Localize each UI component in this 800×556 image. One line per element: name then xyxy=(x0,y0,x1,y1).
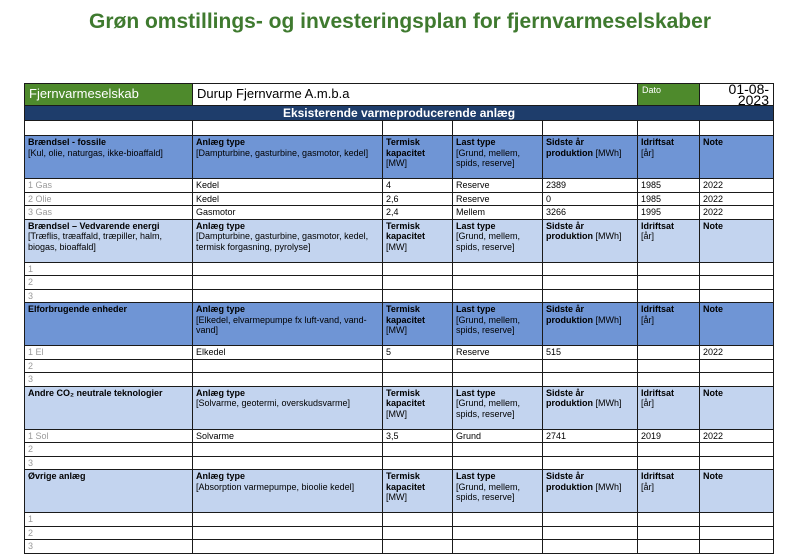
cell-note[interactable] xyxy=(700,289,774,303)
col-sidste: Sidste år produktion [MWh] xyxy=(543,470,638,513)
cell-produktion[interactable] xyxy=(543,262,638,276)
table-row xyxy=(25,346,774,360)
section-title-cell xyxy=(25,219,193,262)
cell-idriftsat[interactable]: 1985 xyxy=(638,179,700,193)
company-value[interactable]: Durup Fjernvarme A.m.b.a xyxy=(193,84,638,106)
row-number: 1 xyxy=(25,513,193,527)
date-label: Dato xyxy=(638,84,700,106)
section-header-row xyxy=(25,386,774,429)
section-title-cell xyxy=(25,386,193,429)
cell-kapacitet[interactable]: 5 xyxy=(383,346,453,360)
table-row xyxy=(25,206,774,220)
cell-produktion[interactable] xyxy=(543,513,638,527)
cell-idriftsat[interactable] xyxy=(638,526,700,540)
anlaeg-sub: [Absorption varmepumpe, bioolie kedel] xyxy=(196,481,355,492)
cell-note[interactable]: 2022 xyxy=(700,346,774,360)
cell-produktion[interactable]: 3266 xyxy=(543,206,638,220)
col-idrift: Idriftsat [år] xyxy=(638,386,700,429)
col-last: Last type [Grund, mellem, spids, reserve] xyxy=(453,386,543,429)
cell-note[interactable] xyxy=(700,513,774,527)
cell-note[interactable] xyxy=(700,443,774,457)
cell-last[interactable] xyxy=(453,526,543,540)
cell-anlaeg[interactable] xyxy=(193,540,383,554)
section-title: Øvrige anlæg xyxy=(28,471,86,481)
cell-anlaeg[interactable] xyxy=(193,276,383,290)
cell-kapacitet[interactable] xyxy=(383,373,453,387)
cell-note[interactable] xyxy=(700,540,774,554)
cell-kapacitet[interactable] xyxy=(383,262,453,276)
anlaeg-sub: [Solvarme, geotermi, overskudsvarme] xyxy=(196,398,351,408)
row-number: 2 xyxy=(25,526,193,540)
table-row xyxy=(25,540,774,554)
cell-anlaeg[interactable] xyxy=(193,289,383,303)
cell-kapacitet[interactable]: 2,6 xyxy=(383,192,453,206)
col-idrift: Idriftsat [år] xyxy=(638,303,700,346)
cell-produktion[interactable] xyxy=(543,359,638,373)
row-number: 3 xyxy=(25,456,193,470)
cell-idriftsat[interactable] xyxy=(638,276,700,290)
cell-last[interactable] xyxy=(453,513,543,527)
col-sidste: Sidste år produktion [MWh] xyxy=(543,386,638,429)
cell-idriftsat[interactable] xyxy=(638,540,700,554)
table-row xyxy=(25,429,774,443)
cell-last[interactable] xyxy=(453,262,543,276)
cell-produktion[interactable]: 2389 xyxy=(543,179,638,193)
row-number: 1 xyxy=(25,262,193,276)
row-number: 3 xyxy=(25,373,193,387)
cell-last[interactable]: Grund xyxy=(453,429,543,443)
cell-last[interactable] xyxy=(453,456,543,470)
cell-kapacitet[interactable] xyxy=(383,289,453,303)
col-termisk: Termisk kapacitet [MW] xyxy=(383,386,453,429)
row-number: 1 El xyxy=(25,346,193,360)
col-note: Note xyxy=(700,136,774,179)
cell-note[interactable] xyxy=(700,276,774,290)
col-note: Note xyxy=(700,470,774,513)
cell-anlaeg[interactable]: Kedel xyxy=(193,179,383,193)
cell-anlaeg[interactable]: Elkedel xyxy=(193,346,383,360)
header-row xyxy=(25,84,774,106)
cell-idriftsat[interactable] xyxy=(638,359,700,373)
table-row xyxy=(25,456,774,470)
cell-produktion[interactable] xyxy=(543,456,638,470)
table-row xyxy=(25,262,774,276)
section-header-row xyxy=(25,219,774,262)
table-row xyxy=(25,359,774,373)
cell-kapacitet[interactable] xyxy=(383,443,453,457)
section-title: Brændsel - fossile xyxy=(28,137,107,147)
cell-kapacitet[interactable] xyxy=(383,456,453,470)
section-title: Elforbrugende enheder xyxy=(28,304,128,314)
col-anlaeg: Anlæg type [Dampturbine, gasturbine, gasmotor, kedel] xyxy=(193,136,383,179)
plant-table xyxy=(24,83,774,554)
cell-anlaeg[interactable] xyxy=(193,359,383,373)
col-anlaeg: Anlæg type [Solvarme, geotermi, overskudsvarme] xyxy=(193,386,383,429)
anlaeg-sub: [Dampturbine, gasturbine, gasmotor, kedel, termisk forgasning, pyrolyse] xyxy=(196,231,369,252)
cell-kapacitet[interactable]: 2,4 xyxy=(383,206,453,220)
cell-idriftsat[interactable]: 1995 xyxy=(638,206,700,220)
cell-anlaeg[interactable] xyxy=(193,373,383,387)
row-number: 2 xyxy=(25,276,193,290)
cell-last[interactable] xyxy=(453,443,543,457)
cell-kapacitet[interactable]: 3,5 xyxy=(383,429,453,443)
cell-anlaeg[interactable] xyxy=(193,456,383,470)
section-title-cell xyxy=(25,470,193,513)
section-title: Brændsel – Vedvarende energi xyxy=(28,220,160,231)
cell-idriftsat[interactable] xyxy=(638,346,700,360)
cell-anlaeg[interactable] xyxy=(193,262,383,276)
cell-produktion[interactable] xyxy=(543,526,638,540)
col-sidste: Sidste år produktion [MWh] xyxy=(543,136,638,179)
cell-last[interactable]: Mellem xyxy=(453,206,543,220)
col-idrift: Idriftsat [år] xyxy=(638,219,700,262)
cell-produktion[interactable] xyxy=(543,289,638,303)
row-number: 3 Gas xyxy=(25,206,193,220)
cell-note[interactable] xyxy=(700,359,774,373)
table-row xyxy=(25,443,774,457)
col-sidste: Sidste år produktion [MWh] xyxy=(543,303,638,346)
cell-note[interactable] xyxy=(700,526,774,540)
cell-last[interactable] xyxy=(453,373,543,387)
cell-idriftsat[interactable]: 1985 xyxy=(638,192,700,206)
cell-produktion[interactable] xyxy=(543,276,638,290)
cell-note[interactable]: 2022 xyxy=(700,192,774,206)
cell-idriftsat[interactable] xyxy=(638,373,700,387)
table-row xyxy=(25,373,774,387)
cell-kapacitet[interactable] xyxy=(383,540,453,554)
cell-note[interactable]: 2022 xyxy=(700,206,774,220)
table-row xyxy=(25,179,774,193)
col-termisk: Termisk kapacitet [MW] xyxy=(383,470,453,513)
col-idrift: Idriftsat [år] xyxy=(638,136,700,179)
cell-last[interactable]: Reserve xyxy=(453,179,543,193)
cell-anlaeg[interactable]: Kedel xyxy=(193,192,383,206)
anlaeg-sub: [Elkedel, elvarmepumpe fx luft-vand, vand-vand] xyxy=(196,314,367,335)
col-termisk: Termisk kapacitet [MW] xyxy=(383,136,453,179)
anlaeg-sub: [Dampturbine, gasturbine, gasmotor, kedel] xyxy=(196,147,369,158)
col-note: Note xyxy=(700,386,774,429)
cell-produktion[interactable]: 0 xyxy=(543,192,638,206)
cell-last[interactable] xyxy=(453,289,543,303)
band-title: Eksisterende varmeproducerende anlæg xyxy=(25,106,774,121)
cell-anlaeg[interactable]: Solvarme xyxy=(193,429,383,443)
col-termisk: Termisk kapacitet [MW] xyxy=(383,219,453,262)
blank-row xyxy=(25,121,774,136)
cell-anlaeg[interactable] xyxy=(193,526,383,540)
cell-last[interactable] xyxy=(453,276,543,290)
cell-note[interactable]: 2022 xyxy=(700,179,774,193)
cell-anlaeg[interactable] xyxy=(193,443,383,457)
cell-note[interactable] xyxy=(700,262,774,276)
col-anlaeg: Anlæg type [Absorption varmepumpe, bioolie kedel] xyxy=(193,470,383,513)
cell-produktion[interactable] xyxy=(543,443,638,457)
col-termisk: Termisk kapacitet [MW] xyxy=(383,303,453,346)
cell-idriftsat[interactable] xyxy=(638,262,700,276)
cell-produktion[interactable] xyxy=(543,373,638,387)
section-title-cell xyxy=(25,303,193,346)
cell-idriftsat[interactable] xyxy=(638,456,700,470)
row-number: 1 Gas xyxy=(25,179,193,193)
col-note: Note xyxy=(700,219,774,262)
cell-idriftsat[interactable] xyxy=(638,289,700,303)
cell-last[interactable] xyxy=(453,359,543,373)
table-row xyxy=(25,289,774,303)
cell-produktion[interactable] xyxy=(543,540,638,554)
cell-last[interactable] xyxy=(453,540,543,554)
cell-kapacitet[interactable] xyxy=(383,513,453,527)
section-band xyxy=(25,106,774,121)
cell-idriftsat[interactable] xyxy=(638,513,700,527)
row-number: 2 xyxy=(25,359,193,373)
cell-kapacitet[interactable] xyxy=(383,276,453,290)
cell-idriftsat[interactable] xyxy=(638,443,700,457)
col-note: Note xyxy=(700,303,774,346)
col-idrift: Idriftsat [år] xyxy=(638,470,700,513)
table-row xyxy=(25,513,774,527)
cell-produktion[interactable]: 2741 xyxy=(543,429,638,443)
cell-note[interactable] xyxy=(700,373,774,387)
row-number: 2 xyxy=(25,443,193,457)
company-label: Fjernvarmeselskab xyxy=(25,84,193,106)
cell-anlaeg[interactable]: Gasmotor xyxy=(193,206,383,220)
col-last: Last type [Grund, mellem, spids, reserve] xyxy=(453,219,543,262)
row-number: 1 Sol xyxy=(25,429,193,443)
cell-last[interactable]: Reserve xyxy=(453,346,543,360)
date-value[interactable]: 01-08-2023 xyxy=(700,84,774,106)
section-header-row xyxy=(25,470,774,513)
col-anlaeg: Anlæg type [Dampturbine, gasturbine, gasmotor, kedel, termisk forgasning, pyrolyse] xyxy=(193,219,383,262)
cell-kapacitet[interactable] xyxy=(383,526,453,540)
table-row xyxy=(25,276,774,290)
col-last: Last type [Grund, mellem, spids, reserve] xyxy=(453,303,543,346)
cell-kapacitet[interactable] xyxy=(383,359,453,373)
section-header-row xyxy=(25,136,774,179)
cell-idriftsat[interactable]: 2019 xyxy=(638,429,700,443)
col-last: Last type [Grund, mellem, spids, reserve] xyxy=(453,470,543,513)
col-anlaeg: Anlæg type [Elkedel, elvarmepumpe fx luft-vand, vand-vand] xyxy=(193,303,383,346)
section-subtitle: [Træflis, træaffald, træpiller, halm, biogas, bioaffald] xyxy=(28,231,163,252)
section-title-cell xyxy=(25,136,193,179)
page-title: Grøn omstillings- og investeringsplan for fjernvarmeselskaber xyxy=(88,10,711,33)
section-subtitle: [Kul, olie, naturgas, ikke-bioaffald] xyxy=(28,147,163,158)
table-row xyxy=(25,526,774,540)
cell-kapacitet[interactable]: 4 xyxy=(383,179,453,193)
section-title: Andre CO₂ neutrale teknologier xyxy=(28,387,163,398)
cell-last[interactable]: Reserve xyxy=(453,192,543,206)
table-row xyxy=(25,192,774,206)
col-last: Last type [Grund, mellem, spids, reserve] xyxy=(453,136,543,179)
row-number: 2 Olie xyxy=(25,192,193,206)
cell-note[interactable]: 2022 xyxy=(700,429,774,443)
section-header-row xyxy=(25,303,774,346)
col-sidste: Sidste år produktion [MWh] xyxy=(543,219,638,262)
cell-produktion[interactable]: 515 xyxy=(543,346,638,360)
row-number: 3 xyxy=(25,289,193,303)
cell-anlaeg[interactable] xyxy=(193,513,383,527)
cell-note[interactable] xyxy=(700,456,774,470)
row-number: 3 xyxy=(25,540,193,554)
